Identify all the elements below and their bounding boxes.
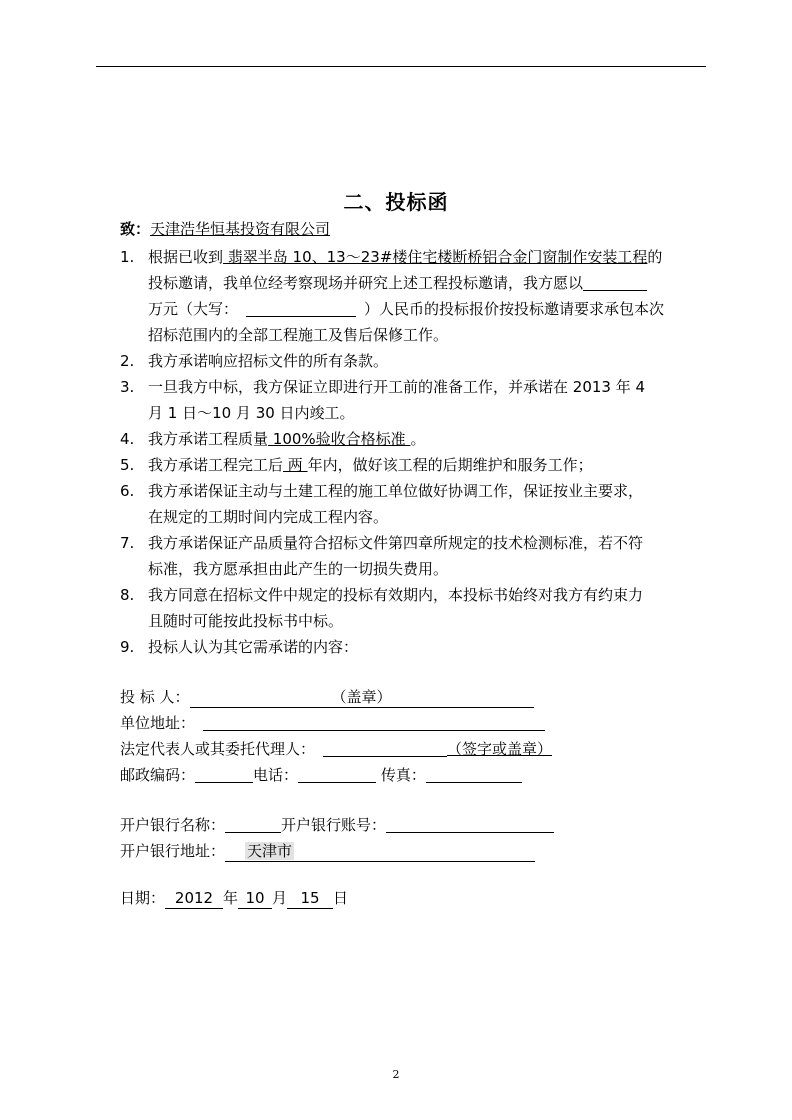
bidder-line: 投 标 人： （盖章） bbox=[120, 687, 534, 708]
item-8-line-1: 我方同意在招标文件中规定的投标有效期内，本投标书始终对我方有约束力 bbox=[148, 586, 644, 604]
item-9-line-1: 投标人认为其它需承诺的内容： bbox=[148, 638, 359, 656]
item-6-line-1: 我方承诺保证主动与土建工程的施工单位做好协调工作，保证按业主要求， bbox=[148, 482, 644, 500]
phone-field bbox=[298, 766, 376, 783]
representative-seal: （签字或盖章） bbox=[447, 740, 553, 758]
bank-name-field bbox=[225, 816, 281, 833]
item-3-number: 3. bbox=[120, 378, 135, 396]
bank-address-value: 天津市 bbox=[247, 842, 293, 860]
date-year: 2012 bbox=[165, 888, 223, 909]
item-7-line-2: 标准，我方愿承担由此产生的一切损失费用。 bbox=[148, 560, 449, 578]
recipient-name: 天津浩华恒基投资有限公司 bbox=[150, 220, 331, 238]
item-1-line-4: 招标范围内的全部工程施工及售后保修工作。 bbox=[148, 326, 449, 344]
contact-line: 邮政编码： 电话： 传真： bbox=[120, 765, 522, 785]
item-4-number: 4. bbox=[120, 430, 135, 448]
postcode-field bbox=[195, 766, 253, 783]
page-title: 二、投标函 bbox=[343, 190, 449, 214]
recipient-line bbox=[120, 219, 330, 239]
item-5-number: 5. bbox=[120, 456, 135, 474]
item-8-line-2: 且随时可能按此投标书中标。 bbox=[148, 612, 344, 630]
recipient-prefix: 致： bbox=[120, 220, 151, 238]
bidder-seal-field: （盖章） bbox=[190, 687, 534, 708]
item-1-line-2: 投标邀请，我单位经考察现场并研究上述工程投标邀请，我方愿以 bbox=[148, 273, 647, 293]
company-address-line: 单位地址： bbox=[120, 713, 545, 733]
item-6-number: 6. bbox=[120, 482, 135, 500]
fax-field bbox=[426, 766, 522, 783]
project-name: 翡翠半岛 10、13～23#楼住宅楼断桥铝合金门窗制作安装工程 bbox=[223, 248, 648, 266]
warranty-years: 两 bbox=[283, 456, 308, 474]
item-7-line-1: 我方承诺保证产品质量符合招标文件第四章所规定的技术检测标准，若不符 bbox=[148, 534, 644, 552]
page-number: 2 bbox=[392, 1068, 400, 1081]
item-2-number: 2. bbox=[120, 352, 135, 370]
quality-standard: 100%验收合格标准 bbox=[268, 430, 411, 448]
item-7-number: 7. bbox=[120, 534, 135, 552]
date-month: 10 bbox=[238, 888, 272, 909]
representative-line: 法定代表人或其委托代理人： （签字或盖章） bbox=[120, 740, 553, 758]
item-4-line-1: 我方承诺工程质量 100%验收合格标准 。 bbox=[148, 430, 426, 448]
bank-address-field bbox=[225, 841, 535, 862]
bank-address-line: 开户银行地址： 天津市 bbox=[120, 841, 535, 862]
price-blank bbox=[583, 274, 647, 291]
price-words-blank bbox=[246, 300, 356, 317]
date-day: 15 bbox=[287, 888, 333, 909]
item-5-line-1: 我方承诺工程完工后 两 年内，做好该工程的后期维护和服务工作； bbox=[148, 456, 593, 474]
item-3-line-1: 一旦我方中标，我方保证立即进行开工前的准备工作，并承诺在 2013 年 4 bbox=[148, 378, 646, 396]
item-2-line-1: 我方承诺响应招标文件的所有条款。 bbox=[148, 352, 389, 370]
company-address-field bbox=[203, 714, 545, 731]
item-9-number: 9. bbox=[120, 638, 135, 656]
date-line: 日期： 2012 年 10 月 15 日 bbox=[120, 889, 349, 907]
item-1-line-3: 万元（大写： ）人民币的投标报价按投标邀请要求承包本次 bbox=[148, 300, 665, 318]
item-8-number: 8. bbox=[120, 586, 135, 604]
header-rule bbox=[96, 66, 706, 67]
bank-name-line: 开户银行名称： 开户银行账号： bbox=[120, 815, 554, 835]
item-1-line-1: 根据已收到 翡翠半岛 10、13～23#楼住宅楼断桥铝合金门窗制作安装工程的 bbox=[148, 248, 663, 266]
item-6-line-2: 在规定的工期时间内完成工程内容。 bbox=[148, 508, 389, 526]
bank-account-field bbox=[386, 816, 554, 833]
item-3-line-2: 月 1 日～10 月 30 日内竣工。 bbox=[148, 404, 355, 422]
item-1-number: 1. bbox=[120, 248, 135, 266]
